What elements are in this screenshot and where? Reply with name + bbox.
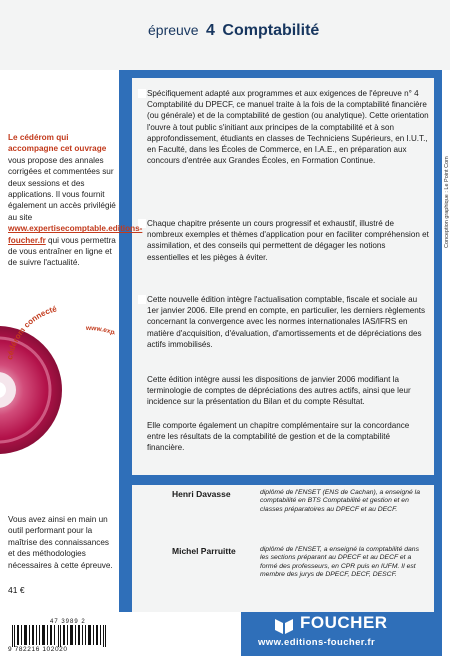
cdrom-description: Le cédérom qui accompagne cet ouvrage vous propose des annales corrigées et commentées sur deux sessions et des applications. Il vous fournit également un accès privilégié au site www.expertisecomptable.editions-foucher.fr qui vous permettra de vous entraîner en ligne et de suivre l'actualité. <box>8 133 143 268</box>
paragraph-marker <box>138 89 146 98</box>
publisher-logo: FOUCHER <box>300 613 388 632</box>
barcode <box>8 625 118 647</box>
title-prefix: épreuve <box>148 22 199 38</box>
title-number: 4 <box>206 22 215 39</box>
site-link[interactable]: www.expertisecomptable.editions-foucher.fr <box>8 224 143 245</box>
cd-icon <box>0 290 115 500</box>
closing-text: Vous avez ainsi en main un outil performant pour la maîtrise des connaissances et des méthodologies nécessaires à cette épreuve. <box>8 515 113 570</box>
svg-text:www.expertisecomptable.edition <box>85 325 115 424</box>
page-title <box>148 22 319 40</box>
title-subject: Comptabilité <box>222 22 320 39</box>
cd-url: www.exp <box>85 324 115 337</box>
foucher-logo-icon <box>274 618 294 635</box>
cover-header <box>0 0 450 70</box>
description-paragraph-3: Cette nouvelle édition intègre l'actualisation comptable, fiscale et sociale au 1er janvier 2006. Elle prend en compte, en particulier, les derniers règlements concernant la convergence avec les normes internationales IAS/IFRS en matière d'acquisition, d'évaluation, d'amortissements et de dépréciations des actifs immobilisés. <box>147 294 429 350</box>
description-paragraph-5: Elle comporte également un chapitre complémentaire sur la concordance entre les résultats de la comptabilité de gestion et de la comptabilité financière. <box>147 421 410 453</box>
description-paragraph-1: Spécifiquement adapté aux programmes et aux exigences de l'épreuve n° 4 Comptabilité du DPECF, ce manuel traite à la fois de la comptabilité financière (ou générale) et de la comptabilité de gestion (ou analytique). Cette orientation l'ouvre à tout public s'initiant aux principes de la comptabilité et à son approfondissement, étudiants en classes de Techniciens Supérieurs, en I.U.T., en Faculté, dans les Écoles de Commerce, en I.A.E., en préparation aux concours d'entrée aux Grandes Écoles, en Formation Continue. <box>147 88 429 166</box>
author-bio: diplômé de l'ENSET, a enseigné la comptabilité dans les sections préparant au DPECF et au DECF et a formé des professeurs, en CPR puis en IUFM. Il est membre des jurys de DPECF, DECF, DESCF. <box>260 546 419 579</box>
publisher-url[interactable]: www.editions-foucher.fr <box>258 637 376 648</box>
barcode-digits: 9 782216 102020 <box>8 646 68 653</box>
author-bio: diplômé de l'ENSET (ENS de Cachan), a enseigné la comptabilité en BTS Comptabilité et gestion et en classes préparatoires au DPECF et au DECF. <box>260 489 420 513</box>
paragraph-marker <box>138 295 146 304</box>
author-name: Michel Parruitte <box>172 546 236 556</box>
cdrom-graphic <box>0 290 115 500</box>
price: 41 € <box>8 585 25 595</box>
cd-label: cédérom connecté <box>5 304 58 361</box>
design-credit: Conception graphique : Le Point Com <box>444 156 450 248</box>
description-paragraph-2: Chaque chapitre présente un cours progressif et exhaustif, illustré de nombreux exemples et thèmes d'application pour en faciliter compréhension et assimilation, et des conseils qui permettent de dégager les notions essentielles et les pièges à éviter. <box>147 218 429 263</box>
author-name: Henri Davasse <box>172 489 231 499</box>
isbn-code: 47 3989 2 <box>50 619 86 625</box>
description-paragraph-4: Cette édition intègre aussi les dispositions de janvier 2006 modifiant la terminologie de comptes de dépréciations des autres actifs, ainsi que leur incidence sur la présentation du Bilan et du compte Résultat. <box>147 375 411 407</box>
